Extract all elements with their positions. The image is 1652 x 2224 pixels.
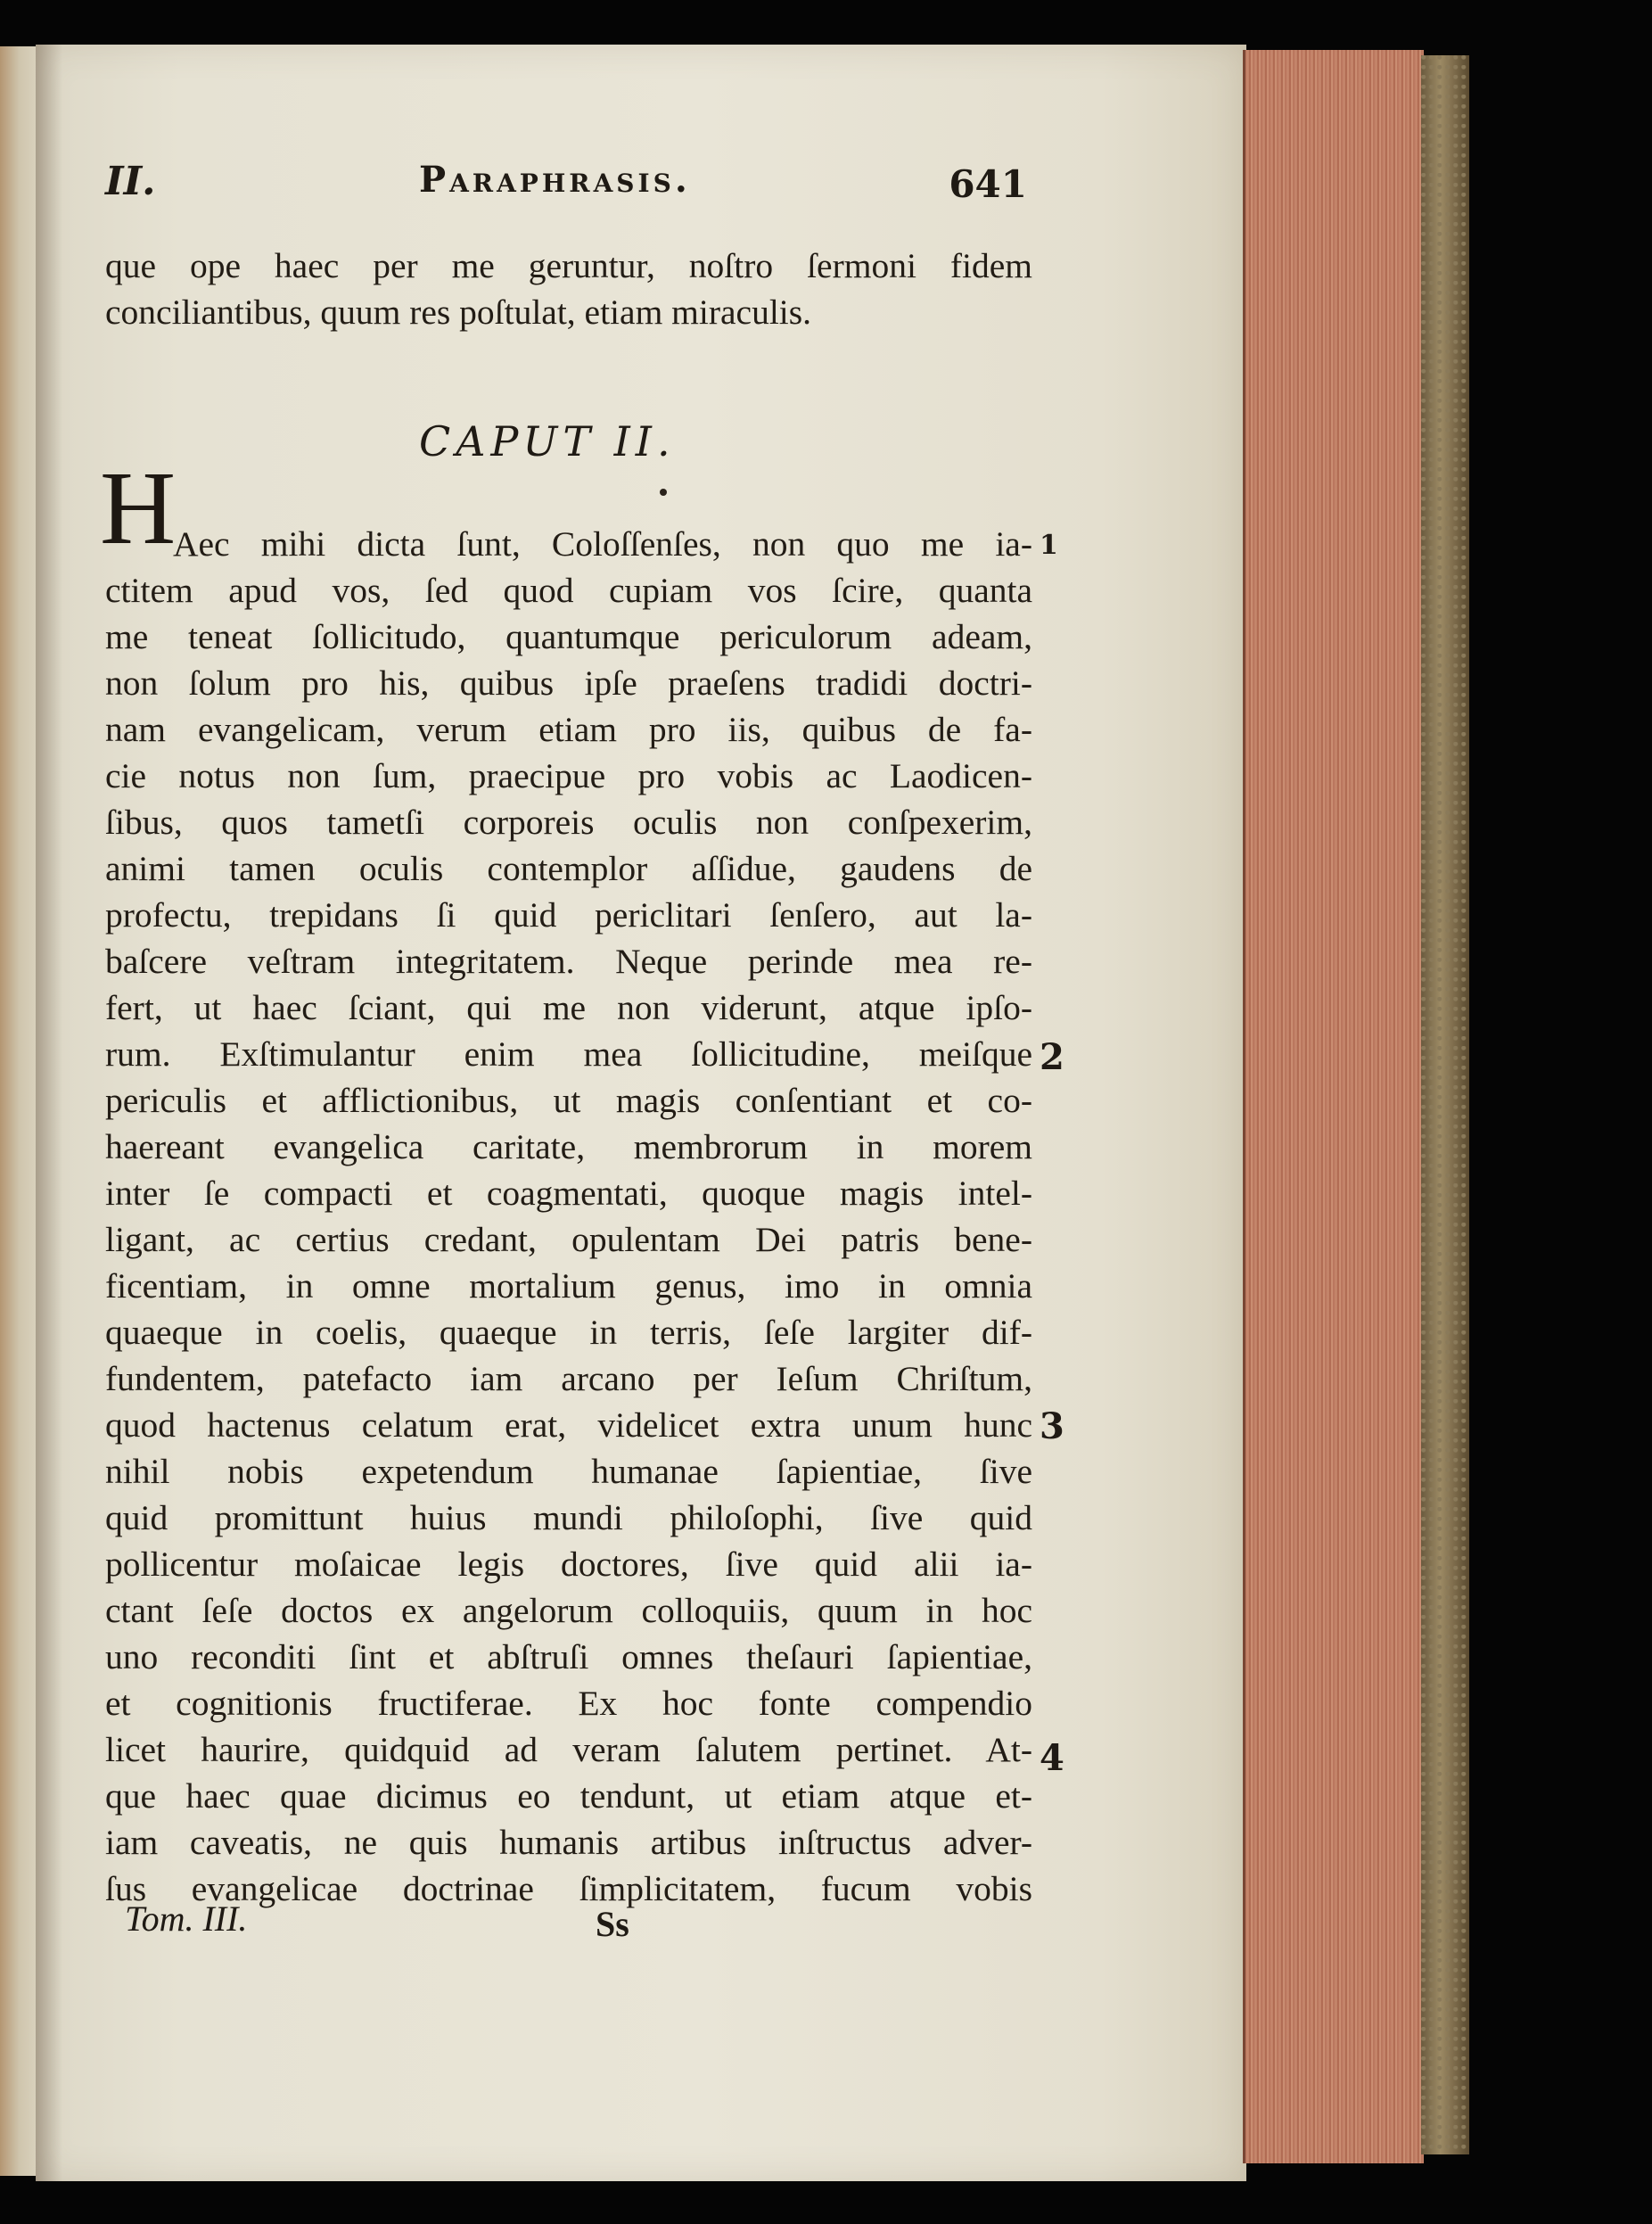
running-head-title: Paraphrasis.	[419, 159, 691, 201]
text-line: ſus evangelicae doctrinae ſimplicitatem, fucum vobis	[105, 1869, 1032, 1908]
text-line: fundentem, patefacto iam arcano per Ieſum Chriſtum,	[105, 1359, 1032, 1398]
text-line: non ſolum pro his, quibus ipſe praeſens tradidi doctri-	[105, 663, 1032, 703]
cover-edge	[1421, 55, 1469, 2154]
text-line: periculis et afflictionibus, ut magis conſentiant et co-	[105, 1081, 1032, 1120]
text-line: ſibus, quos tametſi corporeis oculis non conſpexerim,	[105, 803, 1032, 842]
drop-cap: H	[100, 449, 177, 566]
text-line: ligant, ac certius credant, opulentam Dei patris bene-	[105, 1220, 1032, 1259]
text-line: nihil nobis expetendum humanae ſapientiae, ſive	[105, 1452, 1032, 1491]
continuation-text	[105, 243, 1032, 335]
text-line: et cognitionis fructiferae. Ex hoc fonte compendio	[105, 1684, 1032, 1723]
text-line: Aec mihi dicta ſunt, Coloſſenſes, non quo me ia-	[173, 524, 1032, 564]
text-line: quaeque in coelis, quaeque in terris, ſeſe largiter dif-	[105, 1313, 1032, 1352]
text-line: conciliantibus, quum res poſtulat, etiam miraculis.	[105, 292, 812, 332]
volume-label: Tom. III.	[125, 1899, 248, 1939]
margin-verse-number: 4	[1040, 1737, 1064, 1779]
main-text	[105, 524, 1032, 1912]
text-line: quod hactenus celatum erat, videlicet extra unum hunc	[105, 1405, 1032, 1445]
text-line: haereant evangelica caritate, membrorum in morem	[105, 1127, 1032, 1166]
text-line: nam evangelicam, verum etiam pro iis, quibus de fa-	[105, 710, 1032, 749]
text-line: fert, ut haec ſciant, qui me non viderunt, atque ipſo-	[105, 988, 1032, 1027]
running-head-signature: II.	[105, 159, 156, 204]
text-line: inter ſe compacti et coagmentati, quoque magis intel-	[105, 1174, 1032, 1213]
running-head	[105, 159, 1036, 212]
text-line: que haec quae dicimus eo tendunt, ut etiam atque et-	[105, 1776, 1032, 1816]
text-line: quid promittunt huius mundi philoſophi, ſive quid	[105, 1498, 1032, 1537]
text-line: me teneat ſollicitudo, quantumque periculorum adeam,	[105, 617, 1032, 656]
text-line: iam caveatis, ne quis humanis artibus inſtructus adver-	[105, 1823, 1032, 1862]
page-footer	[125, 1898, 660, 1948]
signature-mark: Ss	[596, 1904, 629, 1944]
chapter-heading: CAPUT II.	[419, 417, 676, 465]
margin-verse-number: 3	[1040, 1405, 1064, 1447]
gutter-shadow	[36, 45, 62, 2181]
text-line: uno reconditi ſint et abſtruſi omnes theſauri ſapientiae,	[105, 1637, 1032, 1676]
text-line: baſcere veſtram integritatem. Neque perinde mea re-	[105, 942, 1032, 981]
text-line: profectu, trepidans ſi quid periclitari ſenſero, aut la-	[105, 895, 1032, 935]
margin-verse-number: 2	[1040, 1036, 1064, 1078]
text-line: licet haurire, quidquid ad veram ſalutem pertinet. At-	[105, 1730, 1032, 1769]
text-line: ficentiam, in omne mortalium genus, imo in omnia	[105, 1266, 1032, 1306]
text-line: cie notus non ſum, praecipue pro vobis ac Laodicen-	[105, 756, 1032, 795]
text-line: pollicentur moſaicae legis doctores, ſive quid alii ia-	[105, 1544, 1032, 1584]
text-line: animi tamen oculis contemplor aſſidue, gaudens de	[105, 849, 1032, 888]
text-line: ctant ſeſe doctos ex angelorum colloquiis, quum in hoc	[105, 1591, 1032, 1630]
ornament-dot	[660, 489, 667, 496]
text-line: que ope haec per me geruntur, noſtro ſermoni fidem	[105, 246, 1032, 285]
text-line: ctitem apud vos, ſed quod cupiam vos ſcire, quanta	[105, 571, 1032, 610]
text-line: rum. Exſtimulantur enim mea ſollicitudine, meiſque	[105, 1034, 1032, 1074]
margin-verse-number: 1	[1040, 530, 1058, 561]
page-number: 641	[949, 162, 1027, 206]
page-edges	[1243, 50, 1424, 2163]
